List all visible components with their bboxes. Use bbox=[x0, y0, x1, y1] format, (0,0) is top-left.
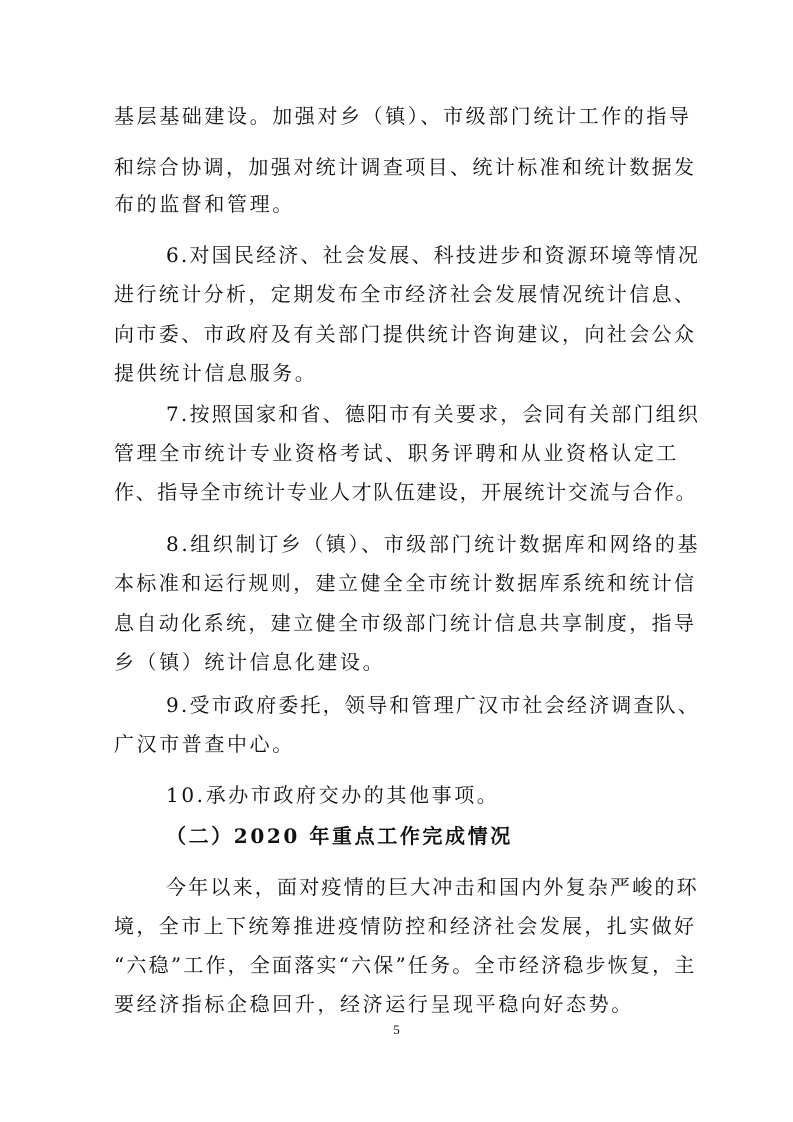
text-line: 进行统计分析，定期发布全市经济社会发展情况统计信息、 bbox=[114, 282, 697, 306]
text-line: 和综合协调，加强对统计调查项目、统计标准和统计数据发 bbox=[114, 155, 697, 179]
section-heading: （二）2020 年重点工作完成情况 bbox=[166, 824, 513, 848]
text-line: 广汉市普查中心。 bbox=[114, 732, 295, 756]
paragraph-item-10: 10.承办市政府交办的其他事项。 bbox=[166, 783, 500, 807]
text-line: 向市委、市政府及有关部门提供统计咨询建议，向社会公众 bbox=[114, 322, 697, 346]
paragraph-summary: 今年以来，面对疫情的巨大冲击和国内外复杂严峻的环 bbox=[166, 875, 699, 899]
paragraph-item-8: 8.组织制订乡（镇）、市级部门统计数据库和网络的基 bbox=[166, 532, 701, 556]
text-line: 提供统计信息服务。 bbox=[114, 361, 318, 385]
paragraph-item-9: 9.受市政府委托，领导和管理广汉市社会经济调查队、 bbox=[166, 693, 701, 717]
text-line: 本标准和运行规则，建立健全全市统计数据库系统和统计信 bbox=[114, 571, 697, 595]
text-line: 作、指导全市统计专业人才队伍建设，开展统计交流与合作。 bbox=[114, 480, 698, 504]
text-line: “六稳”工作，全面落实“六保”任务。全市经济稳步恢复，主 bbox=[114, 953, 697, 977]
text-line: 乡（镇）统计信息化建设。 bbox=[114, 650, 386, 674]
paragraph-item-7: 7.按照国家和省、德阳市有关要求，会同有关部门组织 bbox=[166, 402, 701, 426]
text-line: 布的监督和管理。 bbox=[114, 192, 295, 216]
text-line: 息自动化系统，建立健全市级部门统计信息共享制度，指导 bbox=[114, 611, 697, 635]
text-line: 要经济指标企稳回升，经济运行呈现平稳向好态势。 bbox=[114, 992, 634, 1016]
paragraph-item-6: 6.对国民经济、社会发展、科技进步和资源环境等情况 bbox=[166, 243, 701, 267]
text-line: 基层基础建设。加强对乡（镇）、市级部门统计工作的指导 bbox=[114, 104, 692, 128]
page-number: 5 bbox=[393, 1022, 400, 1037]
text-line: 管理全市统计专业资格考试、职务评聘和从业资格认定工 bbox=[114, 441, 679, 465]
text-line: 境，全市上下统筹推进疫情防控和经济社会发展，扎实做好 bbox=[114, 914, 697, 938]
